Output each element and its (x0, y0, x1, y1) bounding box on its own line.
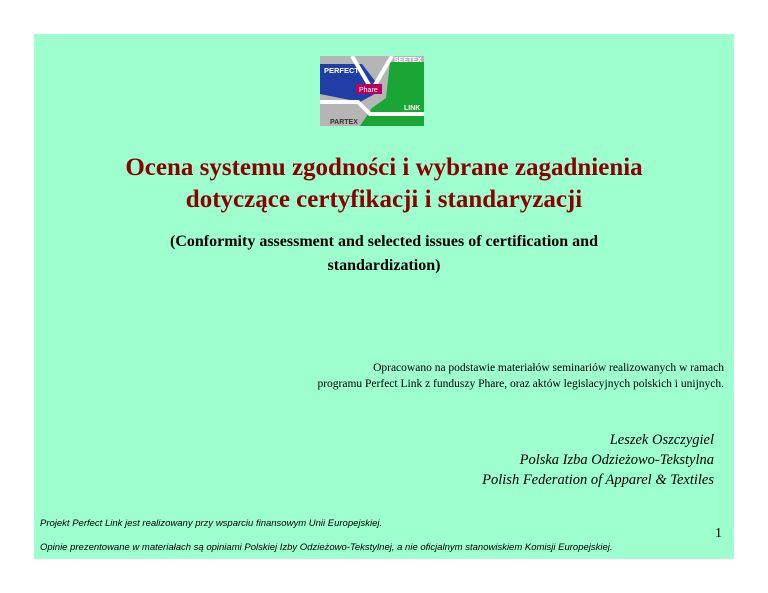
title-line-2: dotyczące certyfikacji i standaryzacji (185, 186, 583, 213)
slide (34, 34, 734, 559)
footer-disclaimer: Opinie prezentowane w materiałach są opiniami Polskiej Izby Odzieżowo-Tekstylnej, a nie oficjalnym stanowiskiem Komisji Europejskiej. (40, 542, 613, 553)
page-number: 1 (715, 526, 722, 541)
logo-partex-text: PARTEX (330, 119, 358, 126)
logo-perfect-text: PERFECT (324, 66, 360, 75)
source-note (164, 360, 724, 392)
subtitle-line-2: standardization) (327, 257, 441, 274)
logo-link-text: LINK (404, 105, 421, 112)
author-org-en: Polish Federation of Apparel & Textiles (482, 472, 714, 488)
perfect-link-logo (320, 56, 424, 126)
title-line-1: Ocena systemu zgodności i wybrane zagadnienia (125, 154, 643, 181)
logo-seetex-text: SEETEX (394, 57, 422, 64)
source-line-1: Opracowano na podstawie materiałów seminariów realizowanych w ramach (373, 362, 724, 374)
footer-funding-note: Projekt Perfect Link jest realizowany przy wsparciu finansowym Unii Europejskiej. (40, 518, 383, 529)
author-name: Leszek Oszczygiel (609, 432, 714, 448)
slide-title (34, 152, 734, 216)
author-org-pl: Polska Izba Odzieżowo-Tekstylna (519, 452, 714, 468)
logo-phare-text: Phare (359, 87, 378, 94)
slide-subtitle (34, 230, 734, 278)
subtitle-line-1: (Conformity assessment and selected issues of certification and (170, 233, 598, 250)
source-line-2: programu Perfect Link z funduszy Phare, oraz aktów legislacyjnych polskich i unijnych. (317, 378, 724, 390)
author-block (314, 430, 714, 490)
